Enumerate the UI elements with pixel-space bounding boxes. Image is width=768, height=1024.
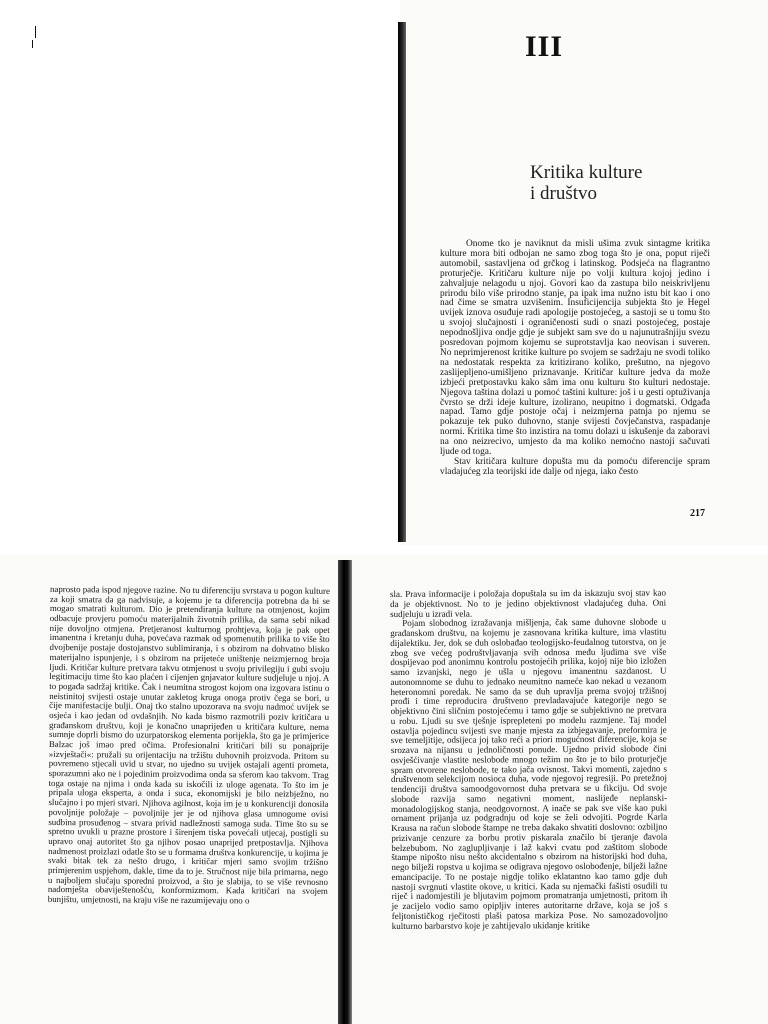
chapter-title	[530, 162, 642, 204]
bottom-right-page-body-text	[390, 589, 668, 932]
paragraph: Pojam slobodnog izražavanja mišljenja, čak same duhovne slobode u građanskom društvu, na kojemu je zasnovana kritika kulture, ima vlastitu dijalektiku. Jer, dok se duh oslobađao teologijsko-feudalnog tutorstva, on je zbog sve većeg podruštvljavanja svih odnosa među ljudima sve više dospijevao pod anonimnu kontrolu postojećih prilika, kojoj nije bio izložen samo izvanjski, nego je ušla u njegovu imanentnu sazdanost. U autonomnome se duhu to jednako neumitno nameće kao nekad u vezanom heteronomni poredak. Ne samo da se duh upravlja prema svojoj tržišnoj prođi i time reproducira društveno prevladavajuće kategorije nego se objektivno čini sličnim postojećemu i tamo gdje se subjektivno ne pretvara u robu. Ljudi su sve tješnje isprepleteni po modelu razmjene. Taj model ostavlja pojedincu svijesti sve manje mjesta za izbjegavanje, preformira je sve temeljitije, odsijeca joj tako reći a priori mogućnost diferencije, koja se srozava na nijansu u jednoličnosti ponude. Ujedno privid slobode čini osvješćivanje vlastite neslobode mnogo težim no što je to bilo proturječje spram otvorene neslobode, te tako jača ovisnost. Takvi momenti, zajedno s društvenom selekcijom nosioca duha, vode njegovoj regresiji. Po pretežnoj tendenciji društva samoodgovornost duha pretvara se u fikciju. Od svoje slobode razvija samo negativni moment, naslijeđe neplanski-monadologijskog stanja, neodgovornost. A inače se pak sve više kao puki ornament prijanja uz podgradnju od koje se želi odvojiti. Pogrde Karla Krausa na račun slobode štampe ne treba dakako shvatiti doslovno: ozbiljno prizivanje cenzure za borbu protiv piskarala značilo bi tjeranje đavola belzebubom. No zaglupljivanje i laž kakvi cvatu pod zaštitom slobode štampe nipošto nisu nešto akcidentalno s obzirom na historijski hod duha, nego bilježi ropstva u kojima se odigrava njegovo oslobođenje, bilježi lažne emancipacije. To ne postaje nigdje toliko eklatantno kao tamo gdje duh nastoji svrgnuti vlastite okove, u kritici. Kada su njemački fašisti osudili tu riječ i nadomjestili je bljutavim pojmom promatranja umjetnosti, pritom ih je zacijelo vodio samo opipljiv interes autoritarne države, koja se još s feljtonističkog rječitosti plaši patosa markiza Pose. No samozadovoljno kulturno barbarstvo koje je zahtijevalo ukidanje kritike	[390, 616, 668, 931]
paragraph: Stav kritičara kulture dopušta mu da pomoću diferencije spram vladajućeg zla teorijski ide dalje od njega, iako često	[440, 456, 710, 477]
top-page-body-text	[440, 240, 710, 478]
scan-artifact-line	[35, 26, 36, 38]
page-number: 217	[690, 508, 705, 519]
book-spine-shadow-bottom	[338, 560, 352, 1024]
bottom-left-page-body-text	[48, 585, 330, 907]
paragraph: sla. Prava informacije i položaja dopuštala su im da iskazuju svoj stav kao da je objektivnost. No to je jedino objektivnost vladajućeg duha. Oni sudjeluju u izradi vela.	[389, 587, 667, 619]
paragraph: naprosto pada ispod njegove razine. No tu diferenciju svrstava u pogon kulture za koji smatra da ga nadvisuje, a kojemu je ta diferencija potrebna da bi se mogao smatrati kulturom. Dio je pretendiranja kulture na otmjenost, kojim odbacuje provjeru pomoću materijalnih životnih prilika, da sama sebi nikad nije dovoljno otmjena. Pretjeranost kulturnog prohtjeva, koja je pak opet imanentna i kretanju duha, povećava razmak od spomenutih prilika to više što dvojbenije postaje dostojanstvo sublimiranja, i s obzirom na dohvatno blisko materijalno ispunjenje, i s obzirom na prijeteće uništenje neizmjernog broja ljudi. Kritičar kulture pretvara takvu otmjenost u svoju privilegiju i gubi svoju legitimaciju time što kao plaćen i cijenjen gnjavator kulture sudjeluje u njoj. A to pogađa sadržaj kritike. Čak i neumitna strogost kojom ona izgovara istinu o neistinitoj svijesti ostaje unutar zakletog kruga onoga protiv čega se bori, u čije manifestacije bulji. Onaj tko stalno upozorava na svoju nadmoć uvijek se osjeća i kao jedan od ovdašnjih. No kada bismo razmotrili poziv kritičara u građanskom društvu, koji je konačno unaprijeđen u kritičara kulture, nema sumnje doprli bismo do uzurpatorskog elementa porijekla, što ga je primjerice Balzac još imao pred očima. Profesionalni kritičari bili su ponajprije »izvještači«: pružali su orijentaciju na tržištu duhovnih proizvoda. Pritom su povremeno stjecali uvid u stvar, no ujedno su uvijek ostajali agenti prometa, sporazumni ako ne i pojedinim proizvodima onda sa sferom kao takvom. Trag toga ostaje na njima i onda kada su iskočili iz uloge agenata. To što im je pripala uloga eksperta, a onda i suca, ekonomijski je bilo neizbježno, no slučajno i po mjeri stvari. Njihova agilnost, koja im je u konkurenciji donosila povoljnije položaje – povoljnije jer je od njihova glasa umnogome ovisi sudbina prosuđenog – stvara privid nadležnosti samoga suda. Time što su se spretno uvukli u prazne prostore i širenjem tiska povećali utjecaj, postigli su upravo onaj autoritet što ga njihov posao unaprijed pretpostavlja. Njihova nadmenost proizlazi odatle što se u formama društva konkurencije, u kojima je svaki bitak tek za nešto drugo, i kritičar mjeri samo svojim tržišno primjerenim uspjehom, dakle, time da to je. Stručnost nije bila primarna, nego u najboljem slučaju sporedni proizvod, a što je slabija, to se više revnosno nadomješta obaviještenošću, konformizmom. Kada kritičari na svojem bunjištu, umjetnosti, na kraju više ne razumijevaju ono o	[47, 584, 331, 906]
chapter-number: III	[525, 30, 564, 63]
book-spine-shadow-top	[398, 22, 406, 542]
scan-artifact-line	[32, 40, 33, 48]
chapter-title-line-1: Kritika kulture	[530, 162, 643, 183]
paragraph: Onome tko je naviknut da misli ušima zvuk sintagme kritika kulture mora biti odbojan ne samo zbog toga što je ona, poput riječi automobil, sastavljena od grčkog i latinskog. Podsjeća na flagrantno proturječje. Kritičaru kulture nije po volji kultura kojoj jedino i zahvaljuje nelagodu u njoj. Govori kao da zastupa bilo neiskrivljenu prirodu bilo više prirodno stanje, pa ipak ima nužno istu bit kao i ono nad čime se smatra uzvišenim. Insuficijencija subjekta što je Hegel uvijek iznova osuđuje radi apologije postojećeg, a sastoji se u tomu što u svojoj slučajnosti i ograničenosti sudi o snazi postojećeg, postaje nepodnošljiva ondje gdje je subjekt sam sve do u najunutrašnjiju svezu posredovan pojmom kojemu se suprotstavlja kao neovisan i suveren. No neprimjerenost kritike kulture po svojem se sadržaju ne svodi toliko na nedostatak respekta za kritizirano koliko, prešutno, na njegovo zaslijepljeno-umišljeno priznavanje. Kritičar kulture jedva da može izbjeći pretpostavku kako sâm ima onu kulturu što kulturi nedostaje. Njegova taština dolazi u pomoć taštini kulture: još i u gesti optuživanja čvrsto se drži ideje kulture, izolirano, neupitno i dogmatski. Odgađa napad. Tamo gdje postoje očaj i neizmjerna patnja po njemu se pokazuje tek puko duhovno, stanje svijesti čovječanstva, raspadanje normi. Kritika time što inzistira na tomu dolazi u iskušenje da zaboravi na ono neizrecivo, umjesto da ma koliko nemoćno nastoji sačuvati ljude od toga.	[440, 239, 710, 458]
chapter-title-line-2: i društvo	[530, 183, 598, 204]
